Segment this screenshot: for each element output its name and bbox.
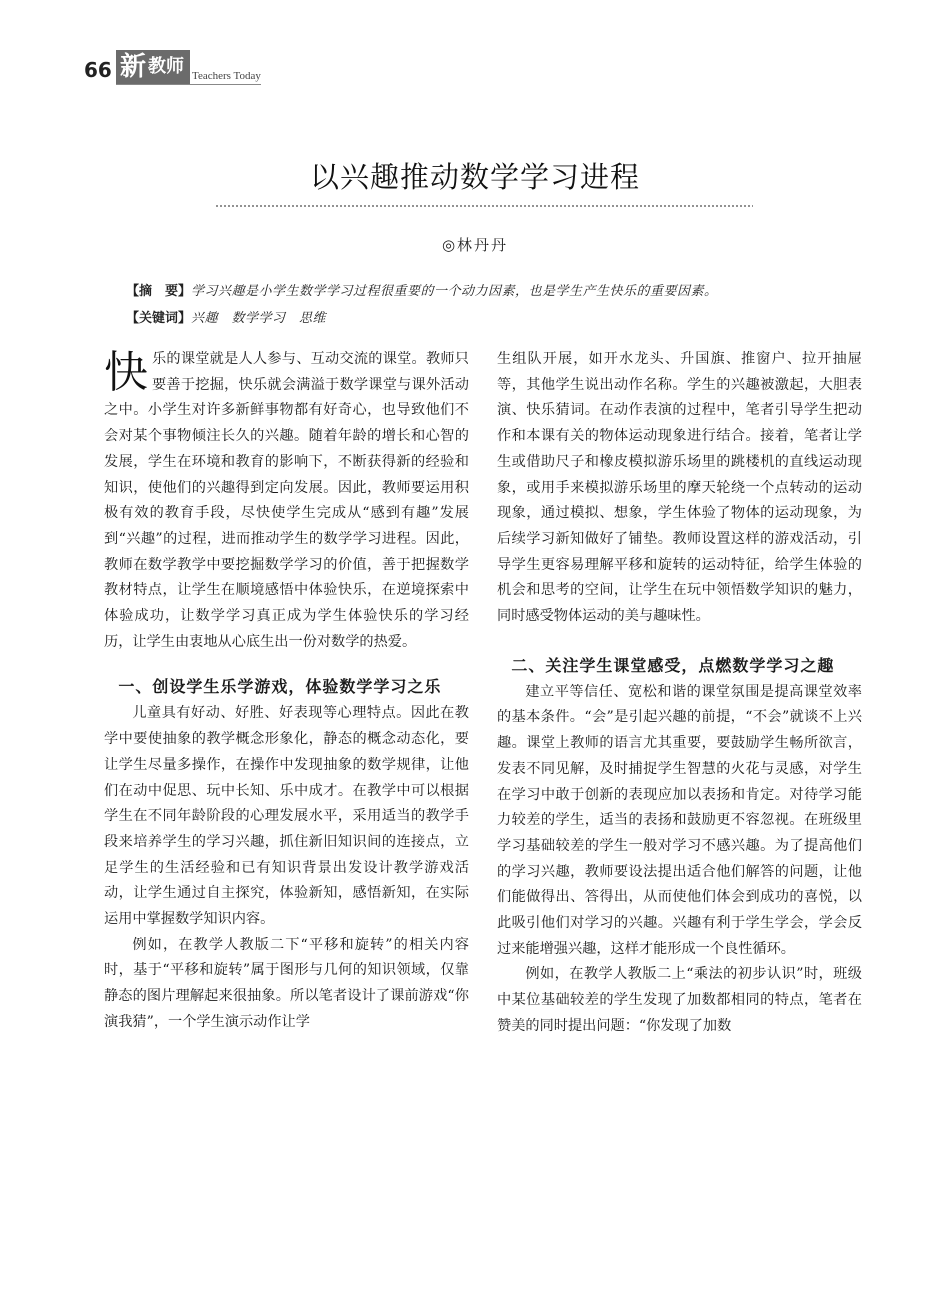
abstract-label: 【摘 要】 bbox=[126, 284, 192, 299]
article-author: ◎林丹丹 bbox=[441, 236, 509, 254]
section-2-paragraph-2: 例如，在教学人教版二上“乘法的初步认识”时，班级中某位基础较差的学生发现了加数都相同的特点，笔者在赞美的同时提出问题：“你发现了加数 bbox=[497, 966, 862, 1034]
abstract-text: 学习兴趣是小学生数学学习过程很重要的一个动力因素，也是学生产生快乐的重要因素。 bbox=[191, 284, 718, 299]
abstract bbox=[126, 280, 718, 299]
keywords bbox=[126, 307, 326, 326]
brand-english-name: Teachers Today bbox=[192, 70, 261, 82]
left-column bbox=[104, 347, 469, 1036]
section-1-paragraph-2: 例如，在教学人教版二下“平移和旋转”的相关内容时，基于“平移和旋转”属于图形与几何的知识领域，仅靠静态的图片理解起来很抽象。所以笔者设计了课前游戏“你演我猜”，一个学生演示动作让学 bbox=[104, 936, 469, 1030]
page-number: 66 bbox=[84, 58, 112, 82]
brand-logo-big: 新 bbox=[120, 52, 147, 82]
section-1-paragraph-2-continued: 生组队开展，如开水龙头、升国旗、推窗户、拉开抽屉等，其他学生说出动作名称。学生的兴趣被激起，大胆表演、快乐猜词。在动作表演的过程中，笔者引导学生把动作和本课有关的物体运动现象进行结合。接着，笔者让学生或借助尺子和橡皮模拟游乐场里的跳楼机的直线运动现象，或用手来模拟游乐场里的摩天轮绕一个点转动的运动现象，通过模拟、想象，学生体验了物体的运动现象，为后续学习新知做好了铺垫。教师设置这样的游戏活动，引导学生更容易理解平移和旋转的运动特征，给学生体验的机会和思考的空间，让学生在玩中领悟数学知识的魅力，同时感受物体运动的美与趣味性。 bbox=[497, 351, 862, 625]
right-column bbox=[497, 347, 862, 1040]
brand-logo-small: 教师 bbox=[148, 56, 185, 77]
section-2-paragraph-1: 建立平等信任、宽松和谐的课堂氛围是提高课堂效率的基本条件。“会”是引起兴趣的前提，“不会”就谈不上兴趣。课堂上教师的语言尤其重要，要鼓励学生畅所欲言，发表不同见解，及时捕捉学生智慧的火花与灵感，对学生在学习中敢于创新的表现应加以表扬和肯定。对待学习能力较差的学生，适当的表扬和鼓励更不容忽视。在班级里学习基础较差的学生一般对学习不感兴趣。为了提高他们的学习兴趣，教师要设法提出适合他们解答的问题，让他们能做得出、答得出，从而使他们体会到成功的喜悦，以此吸引他们对学习的兴趣。兴趣有利于学生学会，学会反过来能增强兴趣，这样才能形成一个良性循环。 bbox=[497, 683, 862, 957]
drop-cap: 快 bbox=[104, 347, 148, 398]
intro-paragraph bbox=[104, 347, 469, 655]
title-dotted-divider bbox=[215, 204, 753, 208]
keywords-text: 兴趣 数学学习 思维 bbox=[191, 311, 327, 326]
magazine-brand bbox=[116, 50, 261, 85]
section-1-heading: 一、创设学生乐学游戏，体验数学学习之乐 bbox=[118, 677, 442, 697]
section-2-heading: 二、关注学生课堂感受，点燃数学学习之趣 bbox=[511, 655, 835, 675]
article-title: 以兴趣推动数学学习进程 bbox=[309, 160, 640, 194]
keywords-label: 【关键词】 bbox=[126, 311, 192, 326]
section-1-paragraph-1: 儿童具有好动、好胜、好表现等心理特点。因此在教学中要使抽象的教学概念形象化，静态的概念动态化，要让学生尽量多操作，在操作中发现抽象的数学规律，让他们在动中促思、玩中长知、乐中成才。在教学中可以根据学生在不同年龄阶段的心理发展水平，采用适当的教学手段来培养学生的学习兴趣，抓住新旧知识间的连接点，立足学生的生活经验和已有知识背景出发设计教学游戏活动，让学生通过自主探究，体验新知，感悟新知，在实际运用中掌握数学知识内容。 bbox=[104, 705, 469, 928]
intro-text: 乐的课堂就是人人参与、互动交流的课堂。教师只要善于挖掘，快乐就会满溢于数学课堂与课外活动之中。小学生对许多新鲜事物都有好奇心，也导致他们不会对某个事物倾注长久的兴趣。随着年龄的增长和心智的发展，学生在环境和教育的影响下，不断获得新的经验和知识，使他们的兴趣得到定向发展。因此，教师要运用积极有效的教育手段，尽快使学生完成从“感到有趣”发展到“兴趣”的过程，进而推动学生的数学学习进程。因此，教师在数学教学中要挖掘数学学习的价值，善于把握数学教材特点，让学生在顺境感悟中体验快乐，在逆境探索中体验成功，让数学学习真正成为学生体验快乐的学习经历，让学生由衷地从心底生出一份对数学的热爱。 bbox=[104, 351, 469, 650]
brand-logo bbox=[116, 50, 190, 84]
page-header bbox=[84, 50, 304, 86]
